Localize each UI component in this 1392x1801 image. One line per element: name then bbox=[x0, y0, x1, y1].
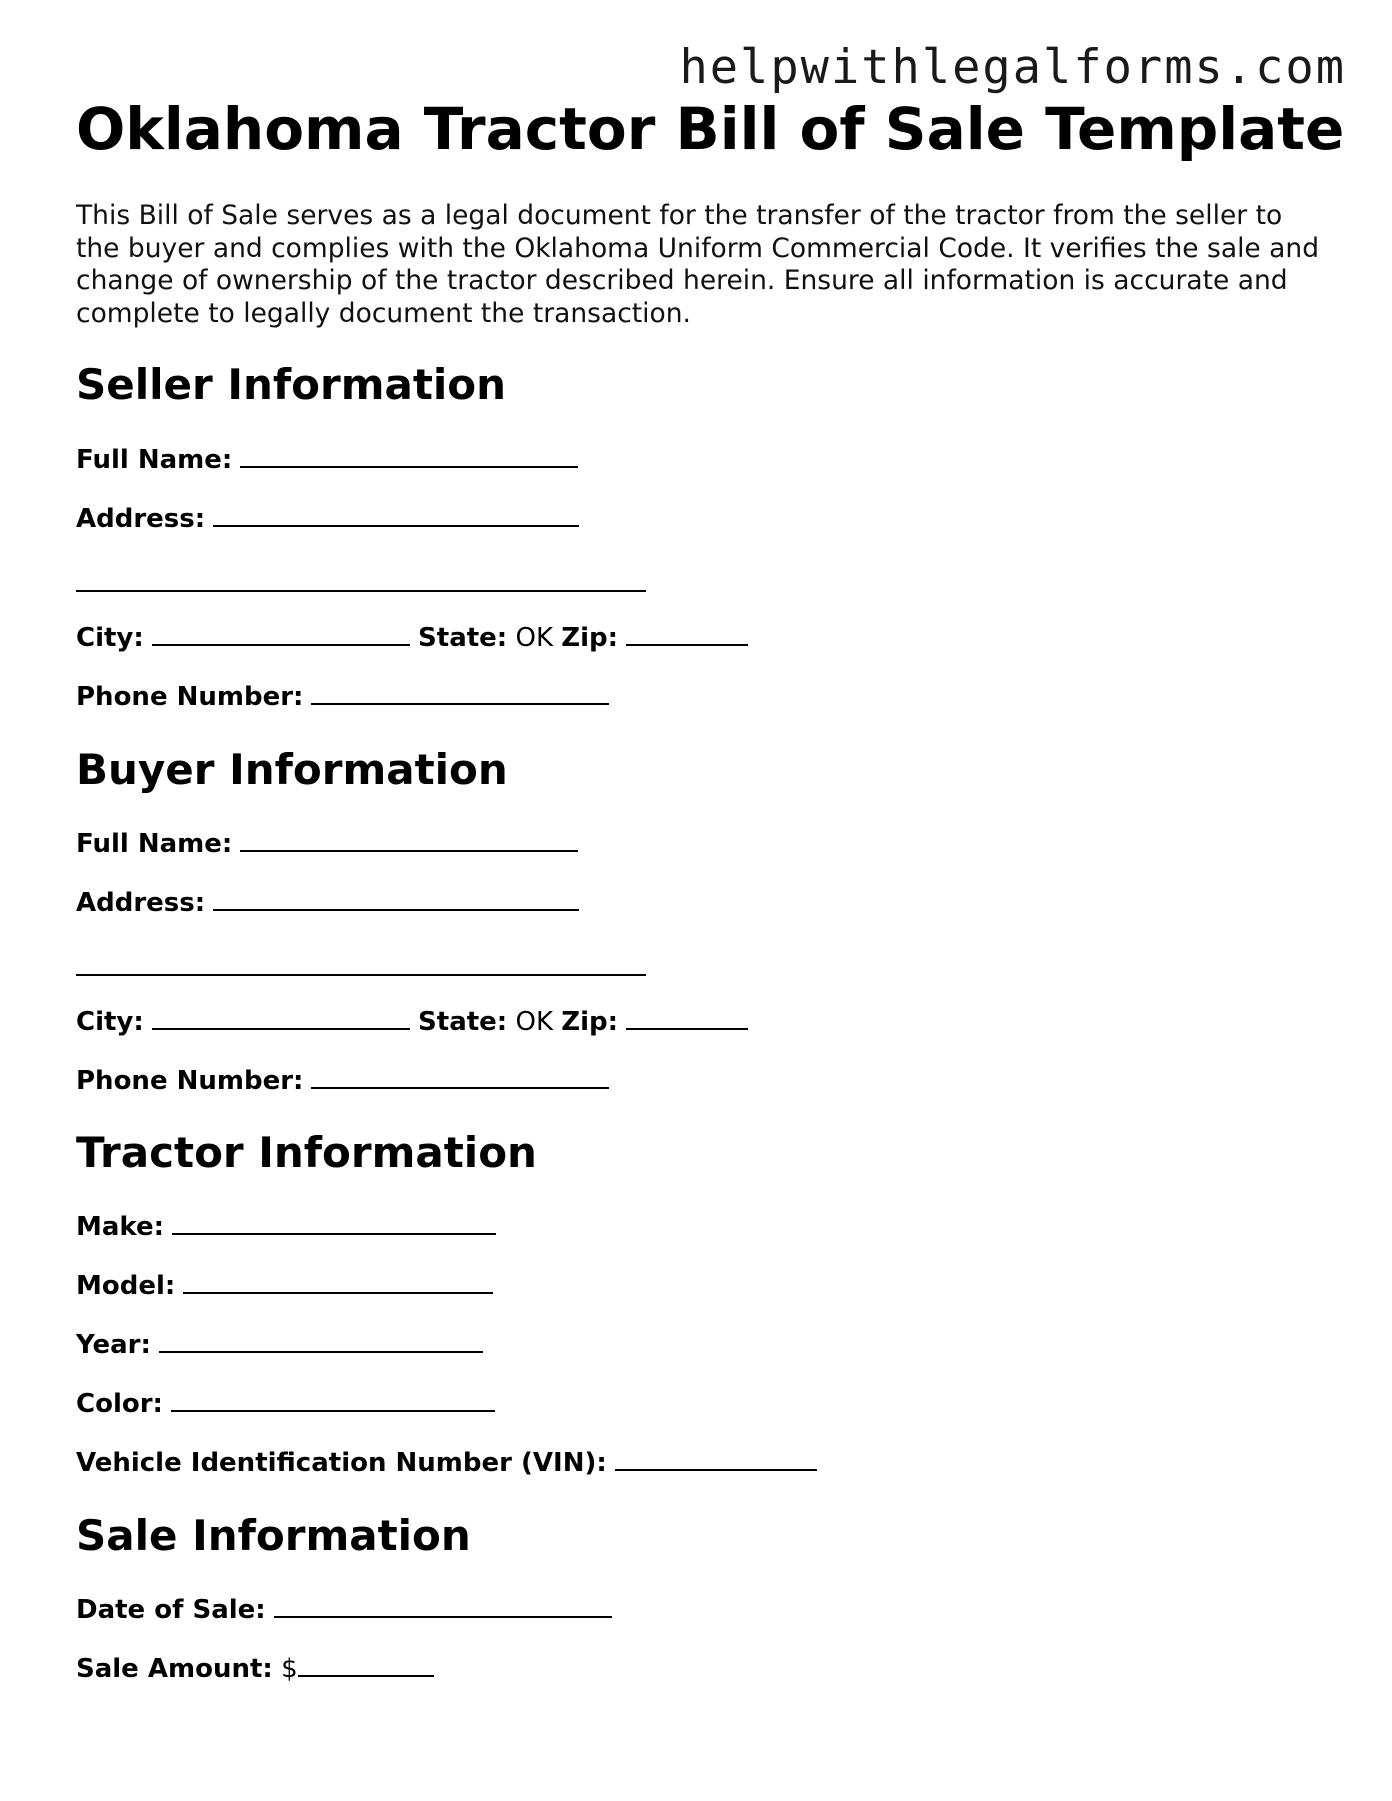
intro-paragraph: This Bill of Sale serves as a legal document for the transfer of the tractor from the seller to the buyer and complies with the Oklahoma Uniform Commercial Code. It verifies the sale and change of ownership of the tractor described herein. Ensure all information is accurate and complete to legally document the transaction. bbox=[76, 200, 1320, 329]
sale-amount-row bbox=[76, 1656, 434, 1682]
tractor-model-label: Model: bbox=[76, 1271, 176, 1301]
seller-zip-label: Zip: bbox=[561, 623, 619, 653]
buyer-zip-label: Zip: bbox=[561, 1007, 619, 1037]
sale-date-row bbox=[76, 1597, 612, 1623]
sale-amount-label: Sale Amount: bbox=[76, 1654, 273, 1684]
buyer-city-label: City: bbox=[76, 1007, 144, 1037]
buyer-phone-field[interactable] bbox=[311, 1086, 609, 1089]
buyer-address-field[interactable] bbox=[213, 908, 579, 911]
seller-state-label: State: bbox=[418, 623, 508, 653]
sale-amount-field[interactable] bbox=[298, 1674, 434, 1677]
buyer-full-name-label: Full Name: bbox=[76, 829, 233, 859]
seller-address-row bbox=[76, 506, 579, 532]
buyer-phone-label: Phone Number: bbox=[76, 1066, 304, 1096]
tractor-section-heading: Tractor Information bbox=[76, 1128, 537, 1177]
tractor-year-row bbox=[76, 1332, 483, 1358]
tractor-year-label: Year: bbox=[76, 1330, 151, 1360]
sale-section-heading: Sale Information bbox=[76, 1511, 471, 1560]
seller-state-value: OK bbox=[515, 623, 553, 653]
seller-phone-row bbox=[76, 684, 609, 710]
seller-phone-field[interactable] bbox=[311, 702, 609, 705]
tractor-model-row bbox=[76, 1273, 493, 1299]
seller-city-state-zip-row bbox=[76, 625, 748, 651]
buyer-address-line-2[interactable] bbox=[76, 974, 646, 976]
buyer-state-value: OK bbox=[515, 1007, 553, 1037]
seller-full-name-label: Full Name: bbox=[76, 445, 233, 475]
sale-date-label: Date of Sale: bbox=[76, 1595, 266, 1625]
tractor-color-label: Color: bbox=[76, 1389, 163, 1419]
seller-full-name-field[interactable] bbox=[240, 465, 578, 468]
seller-address-field[interactable] bbox=[213, 524, 579, 527]
buyer-city-field[interactable] bbox=[152, 1027, 410, 1030]
tractor-make-row bbox=[76, 1214, 496, 1240]
buyer-section-heading: Buyer Information bbox=[76, 745, 508, 794]
tractor-color-field[interactable] bbox=[171, 1409, 495, 1412]
sale-date-field[interactable] bbox=[274, 1615, 612, 1618]
seller-phone-label: Phone Number: bbox=[76, 682, 304, 712]
seller-full-name-row bbox=[76, 447, 578, 473]
seller-address-line-2[interactable] bbox=[76, 590, 646, 592]
buyer-zip-field[interactable] bbox=[626, 1027, 748, 1030]
currency-symbol: $ bbox=[281, 1654, 298, 1684]
seller-city-label: City: bbox=[76, 623, 144, 653]
tractor-vin-row bbox=[76, 1450, 817, 1476]
tractor-vin-field[interactable] bbox=[615, 1468, 817, 1471]
buyer-full-name-row bbox=[76, 831, 578, 857]
buyer-full-name-field[interactable] bbox=[240, 849, 578, 852]
seller-zip-field[interactable] bbox=[626, 643, 748, 646]
page-title: Oklahoma Tractor Bill of Sale Template bbox=[76, 95, 1345, 163]
seller-address-label: Address: bbox=[76, 504, 206, 534]
seller-city-field[interactable] bbox=[152, 643, 410, 646]
watermark: helpwithlegalforms.com bbox=[679, 40, 1346, 95]
buyer-address-label: Address: bbox=[76, 888, 206, 918]
tractor-year-field[interactable] bbox=[159, 1350, 483, 1353]
buyer-state-label: State: bbox=[418, 1007, 508, 1037]
buyer-phone-row bbox=[76, 1068, 609, 1094]
tractor-color-row bbox=[76, 1391, 495, 1417]
tractor-make-label: Make: bbox=[76, 1212, 165, 1242]
tractor-model-field[interactable] bbox=[183, 1291, 493, 1294]
buyer-city-state-zip-row bbox=[76, 1009, 748, 1035]
seller-section-heading: Seller Information bbox=[76, 360, 507, 409]
tractor-make-field[interactable] bbox=[172, 1232, 496, 1235]
buyer-address-row bbox=[76, 890, 579, 916]
tractor-vin-label: Vehicle Identification Number (VIN): bbox=[76, 1448, 607, 1478]
